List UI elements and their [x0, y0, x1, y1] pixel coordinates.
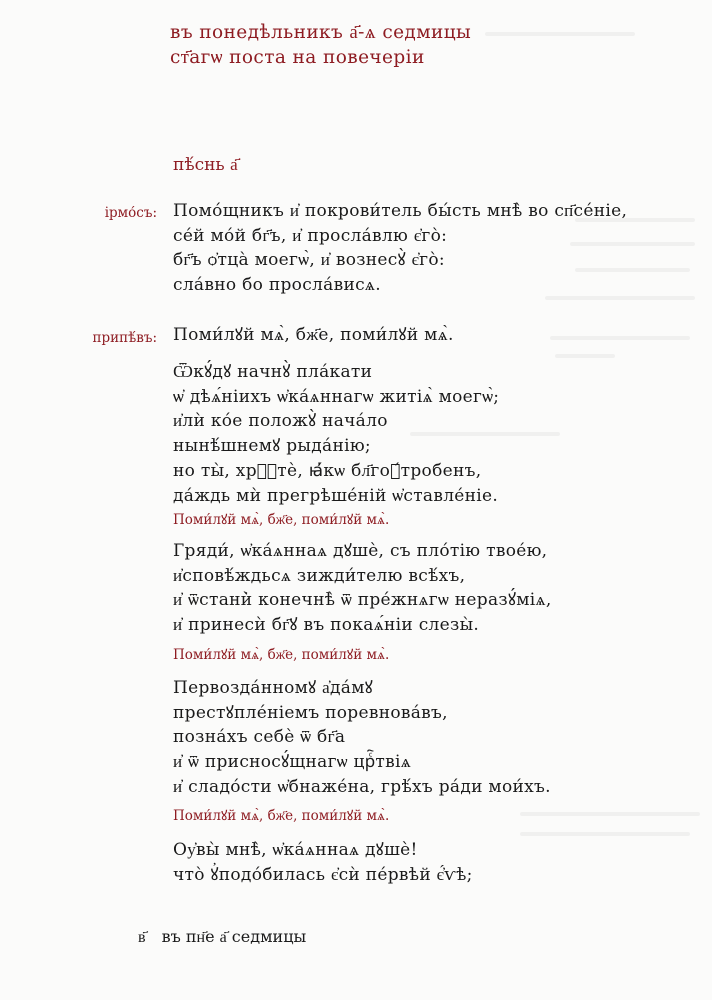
verse-line: ѡ҆ дѣѧ́ніихъ ѡ҆ка́ѧннагѡ житіѧ̀ моегѡ̀;	[173, 386, 500, 407]
troparion	[173, 676, 551, 800]
refrain: Поми́лꙋй мѧ̀, бж҃е, поми́лꙋй мѧ̀.	[173, 808, 390, 824]
verse-line: нынѣ́шнемꙋ рыда́нію;	[173, 436, 371, 457]
verse-line: и҆ принесѝ бг҃ꙋ въ покаѧ́ніи слезы̀.	[173, 615, 480, 636]
troparion	[173, 539, 552, 638]
verse-line: Помо́щникъ и҆ покрови́тель бы́сть мнѣ̀ во сп҃се́ніе,	[173, 201, 628, 221]
verse-line: что̀ ꙋ҆подо́билась є҆сѝ пе́рвѣй є҆́ѵѣ;	[173, 864, 473, 885]
verse-line: Оу҆вы̀ мнѣ̀, ѡ҆ка́ѧннаѧ дꙋшѐ!	[173, 840, 418, 860]
title-line: въ понедѣльникъ а҃-ѧ седмицы	[170, 22, 472, 43]
verse-line: и҆ сладо́сти ѡ҆бнаже́на, грѣ́хъ ра́ди мои́хъ.	[173, 776, 551, 797]
verse-line: но ты̀, хрⷭ҇тѐ, ꙗ҆́кѡ бл҃гоꙋ́тробенъ,	[173, 460, 482, 481]
verse-line: и҆ ѿстани̇̀ конечнѣ̀ ѿ пре́жнѧгѡ неразꙋ́міѧ,	[173, 590, 552, 611]
title-line: ст҃агѡ поста на повечеріи	[170, 47, 425, 68]
verse-line: и҆сповѣ́ждьсѧ зижди́телю всѣ́хъ,	[173, 565, 466, 586]
running-title: въ пн҃е а҃ седмицы	[161, 927, 307, 946]
pripev-text	[173, 323, 454, 348]
page-footer	[138, 927, 306, 947]
pripev-label: припѣ́въ:	[92, 330, 157, 346]
irmos-label: ірмо́съ:	[104, 205, 157, 221]
troparion	[173, 838, 473, 887]
verse-line: престꙋпле́ніемъ поревнова́въ,	[173, 702, 448, 723]
verse-line: Ѿкꙋ́дꙋ начнꙋ̀ пла́кати	[173, 362, 373, 382]
verse-line: позна́хъ себѐ ѿ бг҃а	[173, 727, 346, 748]
verse-line: и҆лѝ ко́е положꙋ̀ нача́ло	[173, 411, 388, 432]
verse-line: Поми́лꙋй мѧ̀, бж҃е, поми́лꙋй мѧ̀.	[173, 325, 454, 345]
verse-line: и҆ ѿ присносꙋ́щнагѡ црⷭ҇твіѧ	[173, 752, 412, 773]
troparion	[173, 360, 499, 508]
refrain: Поми́лꙋй мѧ̀, бж҃е, поми́лꙋй мѧ̀.	[173, 512, 390, 528]
verse-line: да́ждь мѝ прегрѣше́ній ѡ҆ставле́ніе.	[173, 485, 499, 506]
refrain: Поми́лꙋй мѧ̀, бж҃е, поми́лꙋй мѧ̀.	[173, 647, 390, 663]
page-number: в҃	[138, 927, 146, 946]
verse-line: Гряди́, ѡ҆ка́ѧннаѧ дꙋшѐ, съ пло́тію твое́ю,	[173, 541, 548, 561]
page-title	[170, 20, 471, 70]
verse-line: се́й мо́й бг҃ъ, и҆ просла́влю є҆го̀:	[173, 225, 448, 246]
verse-line: Первозда́нномꙋ а҆да́мꙋ	[173, 678, 373, 698]
song-heading: пѣ́снь а҃	[173, 155, 238, 175]
verse-line: сла́вно бо просла́висѧ.	[173, 275, 381, 296]
irmos-text	[173, 199, 627, 298]
verse-line: бг҃ъ ѻ҆тца̀ моегѡ̀, и҆ вознесꙋ̀ є҆го̀:	[173, 250, 445, 271]
